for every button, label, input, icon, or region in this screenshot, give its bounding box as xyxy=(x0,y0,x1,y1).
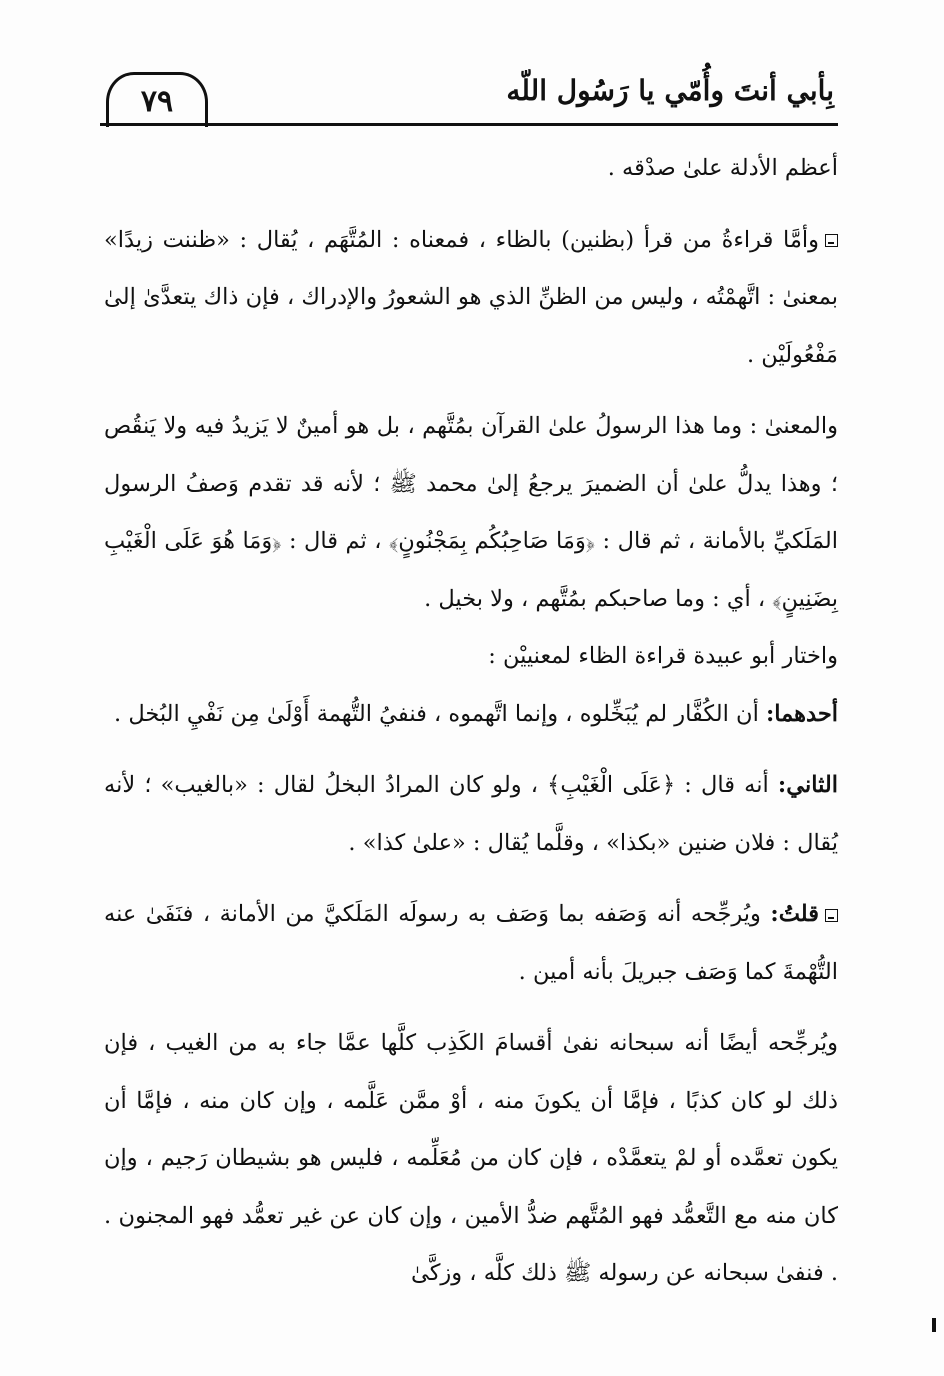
paragraph-text: واختار أبو عبيدة قراءة الظاء لمعنييْن : xyxy=(488,643,838,669)
paragraph-lead: أحدهما: xyxy=(765,700,838,727)
page-header xyxy=(100,62,838,126)
paragraph-lead: الثاني: xyxy=(777,772,838,798)
paragraph-text: ويُرجِّحه أنه وَصَفه بما وَصَف به رسولَه المَلَكيَّ من الأمانة ، فنَفَىٰ عنه التُّهْمةَ كما وَصَف جبريلَ بأنه أمين . xyxy=(104,901,838,985)
paragraph-text: أنه قال : ﴿عَلَى الْغَيْبِ﴾ ، ولو كان المرادُ البخلُ لقال : «بالغيب» ؛ لأنه يُقال : فلان ضنين «بكذا» ، وقلَّما يُقال : «علىٰ كذا» . xyxy=(104,772,838,856)
square-bullet-icon xyxy=(825,909,838,922)
paragraph-5 xyxy=(104,686,838,744)
paragraph-text: وأمَّا قراءةُ من قرأ (بظنين) بالظاء ، فمعناه : المُتَّهَم ، يُقال : «ظننت زيدًا» بمعنىٰ : اتَّهمْتُه ، وليس من الظنِّ الذي هو الشعورُ والإدراك ، فإن ذاك يتعدَّىٰ إلىٰ مَفْعُولَيْن . xyxy=(104,226,838,368)
page-number: ٧٩ xyxy=(106,72,208,127)
paragraph-lead: قلتُ: xyxy=(770,901,819,927)
paragraph-1 xyxy=(104,140,838,198)
paragraph-4 xyxy=(104,628,838,686)
paragraph-6 xyxy=(104,757,838,872)
paragraph-text: أن الكُفَّار لم يُبَخِّلوه ، وإنما اتَّهموه ، فنفيُ التُّهمة أَوْلَىٰ مِن نَفْيِ البُخل . xyxy=(114,700,766,727)
paragraph-text: أعظم الأدلة علىٰ صدْقه . xyxy=(607,155,838,181)
paragraph-8 xyxy=(104,1015,838,1303)
paragraph-3 xyxy=(104,398,838,628)
header-rule xyxy=(100,123,838,126)
paragraph-text: والمعنىٰ : وما هذا الرسولُ علىٰ القرآن بمُتَّهم ، بل هو أمينٌ لا يَزيدُ فيه ولا يَنقُص ؛ وهذا يدلُّ علىٰ أن الضميرَ يرجعُ إلىٰ محمد ﷺ ؛ لأنه قد تقدم وَصفُ الرسول المَلَكيِّ بالأمانة ، ثم قال : ﴿وَمَا صَاحِبُكُم بِمَجْنُونٍ﴾ ، ثم قال : ﴿وَمَا هُوَ عَلَى الْغَيْبِ بِضَنِينٍ﴾ ، أي : وما صاحبكم بمُتَّهم ، ولا بخيل . xyxy=(104,413,838,612)
body-text xyxy=(104,140,838,1303)
paragraph-text: ويُرجِّحه أيضًا أنه سبحانه نفىٰ أقسامَ الكَذِب كلَّها عمَّا جاء به من الغيب ، فإن ذلك لو كان كذبًا ، فإمَّا أن يكونَ منه ، أوْ ممَّن عَلَّمه ، وإن كان منه ، فإمَّا أن يكون تعمَّده أو لمْ يتعمَّدْه ، فإن كان من مُعَلِّمه ، فليس هو بشيطان رَجيم ، وإن كان منه مع التَّعمُّد فهو المُتَّهم ضدُّ الأمين ، وإن كان عن غير تعمُّد فهو المجنون . . فنفىٰ سبحانه عن رسوله ﷺ ذلك كلَّه ، وزكَّىٰ xyxy=(104,1030,838,1286)
running-title: بِأبي أنتَ وأُمّي يا رَسُول اللّه xyxy=(506,74,834,107)
margin-mark xyxy=(932,1318,936,1332)
paragraph-2 xyxy=(104,212,838,385)
square-bullet-icon xyxy=(825,234,838,247)
paragraph-7 xyxy=(104,886,838,1001)
